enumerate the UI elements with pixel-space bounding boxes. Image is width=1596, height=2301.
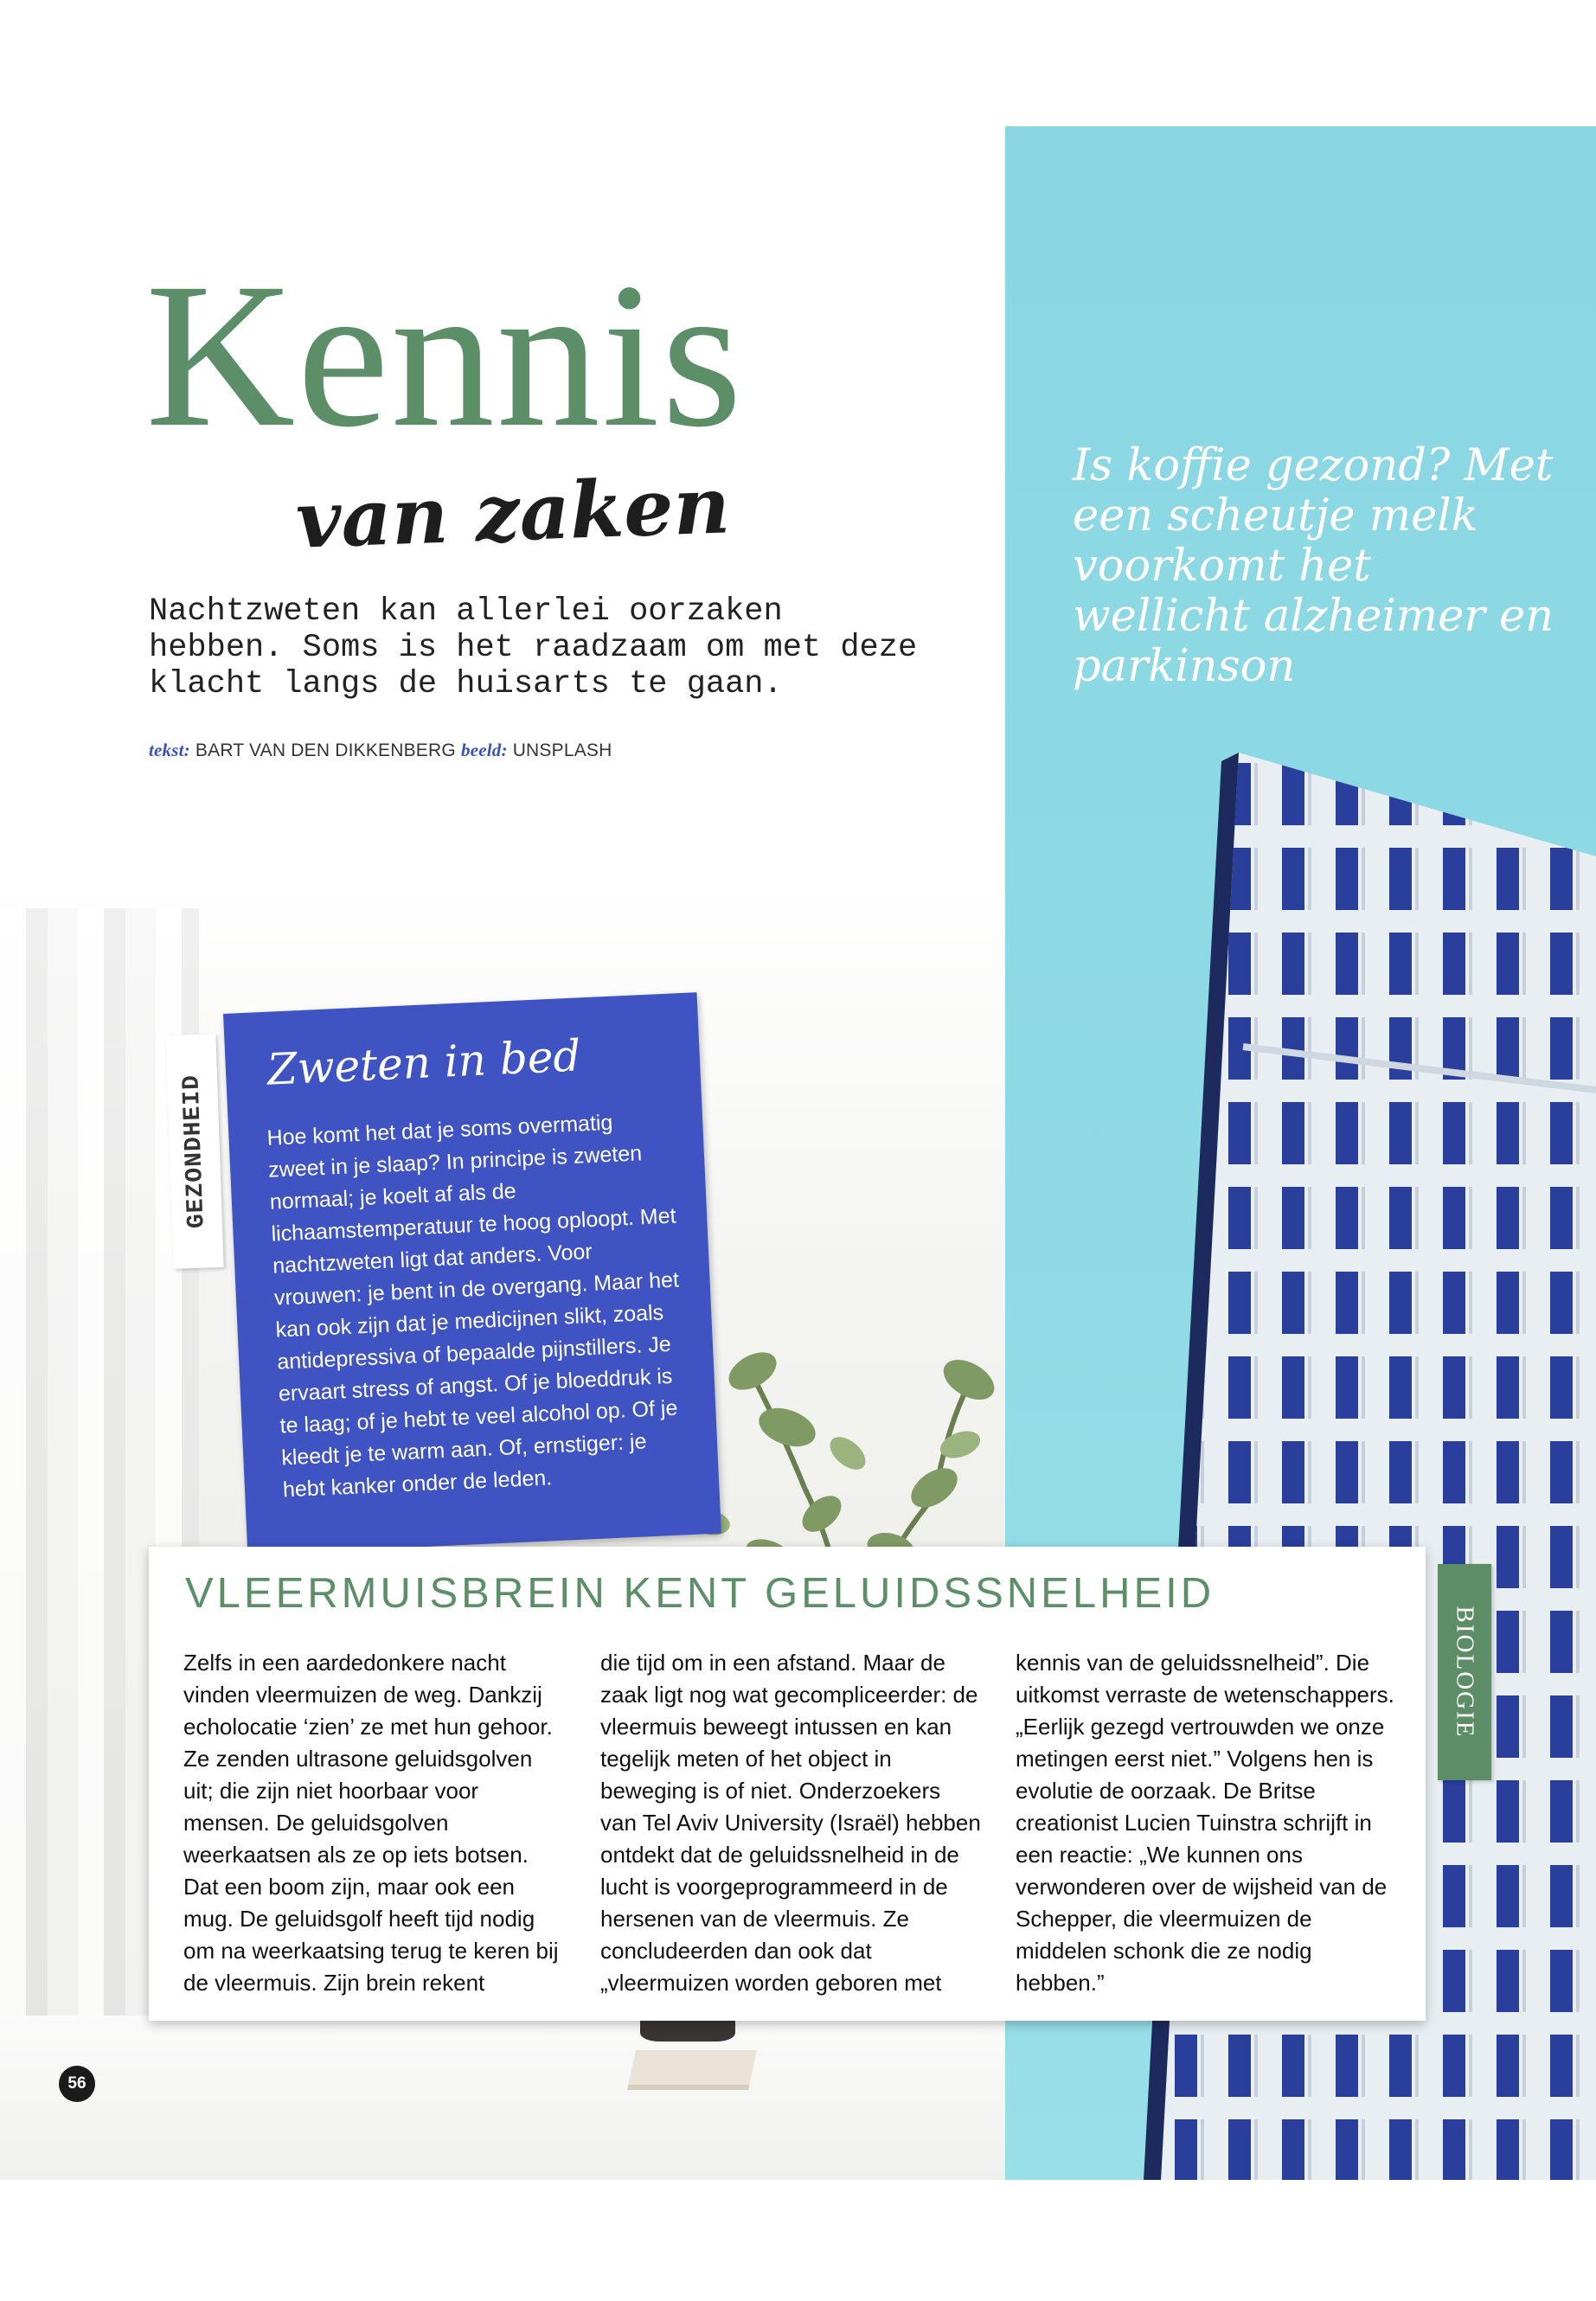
article-card	[149, 1547, 1426, 2021]
sidebar-box-body: Hoe komt het dat je soms overmatig zweet in je slaap? In principe is zweten normaal; je koelt af als de lichaamstemperatuur te hoog oploopt. Met nachtzweten ligt dat anders. Voor vrouwen: je bent in de overgang. Maar het kan ook zijn dat je medicijnen slikt, zoals antidepressiva of bepaalde pijnstillers. Je ervaart stress of angst. Of je bloeddruk is te laag; of je hebt te veel alcohol op. Of je kleedt je te warm aan. Of, ernstiger: je hebt kanker onder de leden.	[266, 1110, 680, 1503]
category-label: BIOLOGIE	[1451, 1606, 1479, 1739]
pull-quote: Is koffie gezond? Met een scheutje melk voorkomt het wellicht alzheimer en parkinson	[1073, 440, 1554, 692]
sidebar-box-title: Zweten in bed	[266, 1030, 582, 1095]
intro-text: Nachtzweten kan allerlei oorzaken hebben. Soms is het raadzaam om met deze klacht langs de huisarts te gaan.	[149, 593, 918, 702]
credit-image-value: UNSPLASH	[512, 740, 612, 760]
article-title: VLEERMUISBREIN KENT GELUIDSSNELHEID	[185, 1570, 1215, 1617]
sidebar-box	[223, 992, 721, 1554]
article-column: die tijd om in een afstand. Maar de zaak ligt nog wat gecompliceerder: de vleermuis beweegt intussen en kan tegelijk meten of het object in beweging is of niet. Onderzoekers van Tel Aviv University (Israël) hebben ontdekt dat de geluidssnelheid in de lucht is voorgeprogrammeerd in de hersenen van de vleermuis. Ze concludeerden dan ook dat „vleermuizen worden geboren met	[600, 1650, 981, 1996]
page-title: Kennis	[145, 240, 744, 470]
page-number: 56	[59, 2066, 95, 2102]
category-tab-biologie	[1438, 1564, 1491, 1780]
article-column: Zelfs in een aardedonkere nacht vinden vleermuizen de weg. Dankzij echolocatie ‘zien’ ze met hun gehoor. Ze zenden ultrasone geluidsgolven uit; die zijn niet hoorbaar voor mensen. De geluidsgolven weerkaatsen als ze op iets botsen. Dat een boom zijn, maar ook een mug. De geluidsgolf heeft tijd nodig om na weerkaatsing terug te keren bij de vleermuis. Zijn brein rekent	[183, 1650, 559, 1996]
table-image	[0, 2016, 1005, 2180]
page-subtitle: van zaken	[294, 459, 732, 567]
credit-image-label: beeld:	[460, 740, 508, 760]
credit-text-value: BART VAN DEN DIKKENBERG	[195, 740, 456, 760]
category-label: GEZONDHEID	[178, 1074, 211, 1229]
category-tab-gezondheid	[165, 1034, 223, 1269]
credits	[149, 740, 612, 761]
credit-text-label: tekst:	[149, 740, 190, 760]
article-column: kennis van de geluidssnelheid”. Die uitkomst verraste de wetenschappers. „Eerlijk gezegd vertrouwden we onze metingen eerst niet.” Volgens hen is evolutie de oorzaak. De Britse creationist Lucien Tuinstra schrijft in een reactie: „We kunnen ons verwonderen over de wijsheid van de Schepper, die vleermuizen de middelen schonk die ze nodig hebben.”	[1016, 1650, 1394, 1996]
book-image	[627, 2050, 757, 2090]
